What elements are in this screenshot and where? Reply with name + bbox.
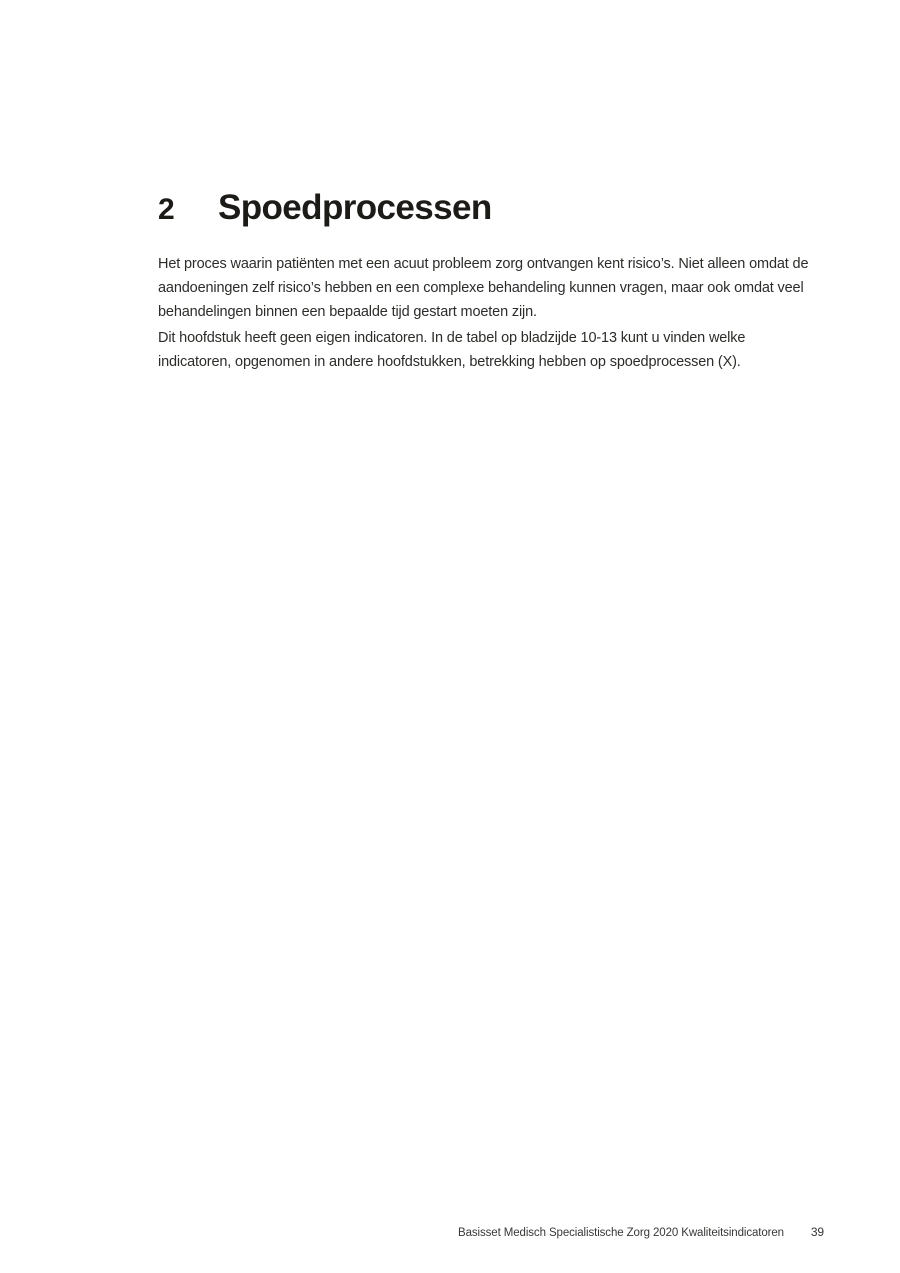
body-paragraph-2: Dit hoofdstuk heeft geen eigen indicatoren. In de tabel op bladzijde 10-13 kunt u vinden welke indicatoren, opgenomen in andere hoofdstukken, betrekking hebben op spoedprocessen (X). (158, 330, 746, 370)
footer-document-title: Basisset Medisch Specialistische Zorg 2020 Kwaliteitsindicatoren (458, 1227, 784, 1239)
page-footer (458, 1225, 824, 1239)
chapter-heading (158, 188, 492, 228)
chapter-title: Spoedprocessen (218, 188, 492, 227)
body-paragraph-1: Het proces waarin patiënten met een acuut probleem zorg ontvangen kent risico’s. Niet alleen omdat de aandoeningen zelf risico’s hebben en een complexe behandeling kunnen vragen, maar ook omdat veel behandelingen binnen een bepaalde tijd gestart moeten zijn. (158, 256, 809, 320)
footer-page-number: 39 (810, 1225, 824, 1239)
chapter-number: 2 (158, 193, 175, 226)
